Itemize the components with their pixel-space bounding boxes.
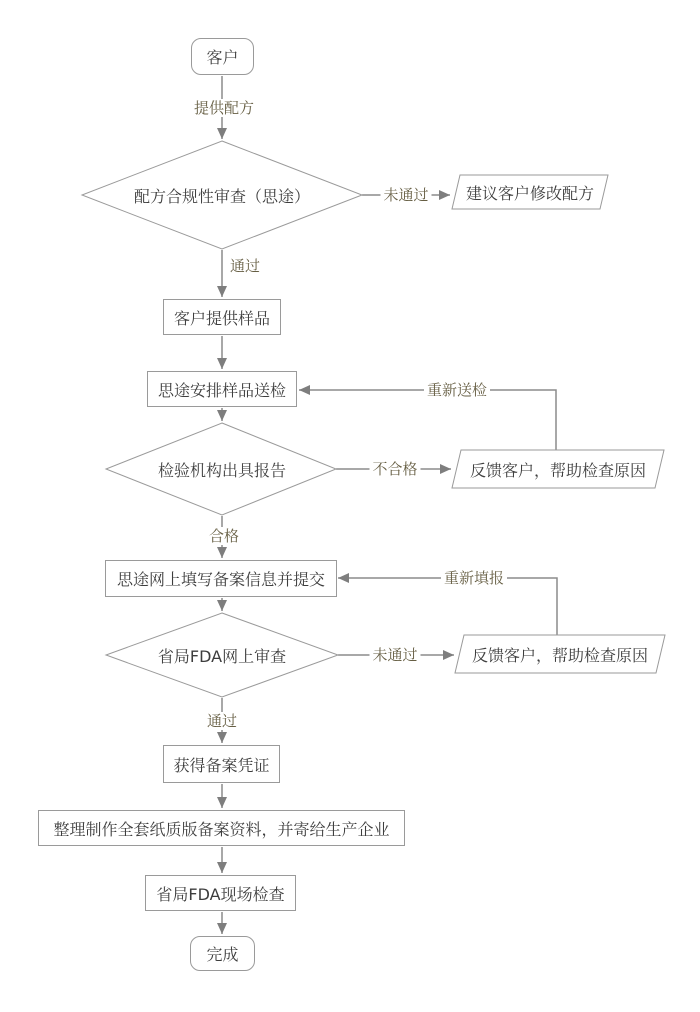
edge-label-provide-formula: 提供配方 [191,99,257,117]
parallelogram-suggest-modify-shape [452,175,608,209]
parallelogram-feedback-review-label: 反馈客户，帮助检查原因 [471,645,648,665]
node-fda-site-check: 省局FDA现场检查 [145,875,296,911]
node-obtain-certificate: 获得备案凭证 [163,745,280,783]
diamond-fda-online-review-shape [106,613,338,697]
parallelogram-feedback-review-shape [455,635,665,673]
node-prepare-papers: 整理制作全套纸质版备案资料，并寄给生产企业 [38,810,405,846]
diamond-formula-review-shape [82,141,362,249]
edge-label-qualified: 合格 [206,527,242,545]
parallelogram-suggest-modify-label: 建议客户修改配方 [465,183,594,203]
edge-label-unqualified: 不合格 [369,460,420,478]
diamond-inspection-report-label: 检验机构出具报告 [157,460,286,480]
node-end-terminator: 完成 [190,936,255,971]
edge-resend-inspection-arrow [299,390,556,450]
edge-label-refill: 重新填报 [441,569,507,587]
diamond-inspection-report-shape [106,423,336,515]
parallelogram-feedback-inspection-shape [452,450,664,488]
diamond-formula-review-label: 配方合规性审查（思途） [133,186,310,206]
edge-label-pass-online: 通过 [204,712,240,730]
node-arrange-inspection: 思途安排样品送检 [147,371,297,407]
edge-label-pass-formula: 通过 [227,257,263,275]
edge-label-fail-formula: 未通过 [380,186,431,204]
diamond-fda-online-review-label: 省局FDA网上审查 [157,646,287,666]
parallelogram-feedback-inspection-label: 反馈客户，帮助检查原因 [469,460,646,480]
edge-label-fail-online: 未通过 [369,646,420,664]
node-provide-sample: 客户提供样品 [163,299,281,335]
node-fill-online: 思途网上填写备案信息并提交 [105,560,337,597]
edge-label-resend-inspection: 重新送检 [424,381,490,399]
node-start-terminator: 客户 [191,38,254,75]
